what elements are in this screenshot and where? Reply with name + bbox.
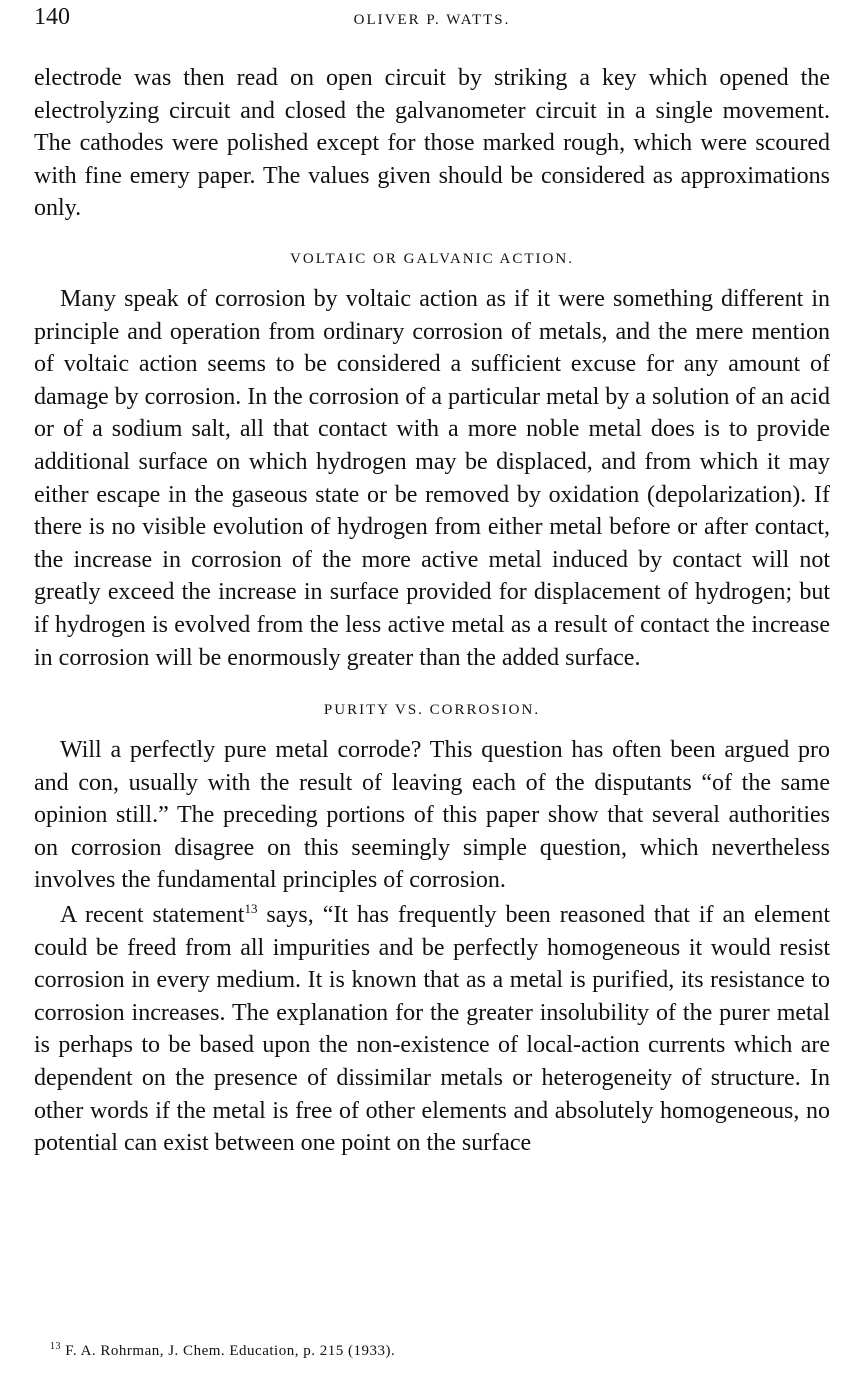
footnote <box>50 1340 395 1362</box>
footnote-reference-13[interactable]: 13 <box>244 901 258 917</box>
paragraph-text-before-ref: A recent statement <box>60 902 245 929</box>
paragraph-voltaic-action: Many speak of corrosion by voltaic action as if it were something different in principle and operation from ordinary corrosion of metals, and the mere mention of voltaic action seems to be considered a sufficient excuse for any amount of damage by corrosion. In the corrosion of a particular metal by a solution of an acid or of a sodium salt, all that contact with a more noble metal does is to provide additional surface on which hydrogen may be displaced, and from which it may either escape in the gaseous state or be removed by oxidation (depolarization). If there is no visible evolution of hydrogen from either metal before or after contact, the increase in corrosion of the more active metal induced by contact will not greatly exceed the increase in surface provided for displacement of hydrogen; but if hydrogen is evolved from the less active metal as a result of contact the increase in corrosion will be enormously greater than the added surface. <box>34 285 830 671</box>
section-heading-voltaic-action: VOLTAIC OR GALVANIC ACTION. <box>290 250 574 267</box>
running-head: OLIVER P. WATTS. <box>353 12 511 28</box>
footnote-marker: 13 <box>50 1341 61 1352</box>
paragraph-recent-statement <box>34 899 830 1160</box>
paragraph-pure-metal-question: Will a perfectly pure metal corrode? This question has often been argued pro and con, usually with the result of leaving each of the disputants “of the same opinion still.” The preceding portions of this paper show that several authorities on corrosion disagree on this seemingly simple question, which nevertheless involves the fundamental principles of corrosion. <box>34 737 830 894</box>
footnote-text: F. A. Rohrman, J. Chem. Education, p. 215 (1933). <box>61 1343 396 1359</box>
page-number: 140 <box>34 4 70 30</box>
section-heading-purity-vs-corrosion: PURITY VS. CORROSION. <box>323 702 541 719</box>
paragraph-continuation: electrode was then read on open circuit by striking a key which opened the electrolyzing circuit and closed the galvanometer circuit in a single movement. The cathodes were polished except for those marked rough, which were scoured with fine emery paper. The values given should be considered as approximations only. <box>34 65 830 222</box>
page-header <box>34 2 830 36</box>
paragraph-text-after-ref: says, “It has frequently been reasoned that if an element could be freed from all impurities and be perfectly homogeneous it would resist corrosion in every medium. It is known that as a metal is purified, its resistance to corrosion increases. The explanation for the greater insolubility of the purer metal is perhaps to be based upon the non-existence of local-action currents which are dependent on the presence of dissimilar metals or heterogeneity of structure. In other words if the metal is free of other elements and absolutely homogeneous, no potential can exist between one point on the surface <box>34 902 831 1157</box>
body-text <box>34 62 830 1160</box>
